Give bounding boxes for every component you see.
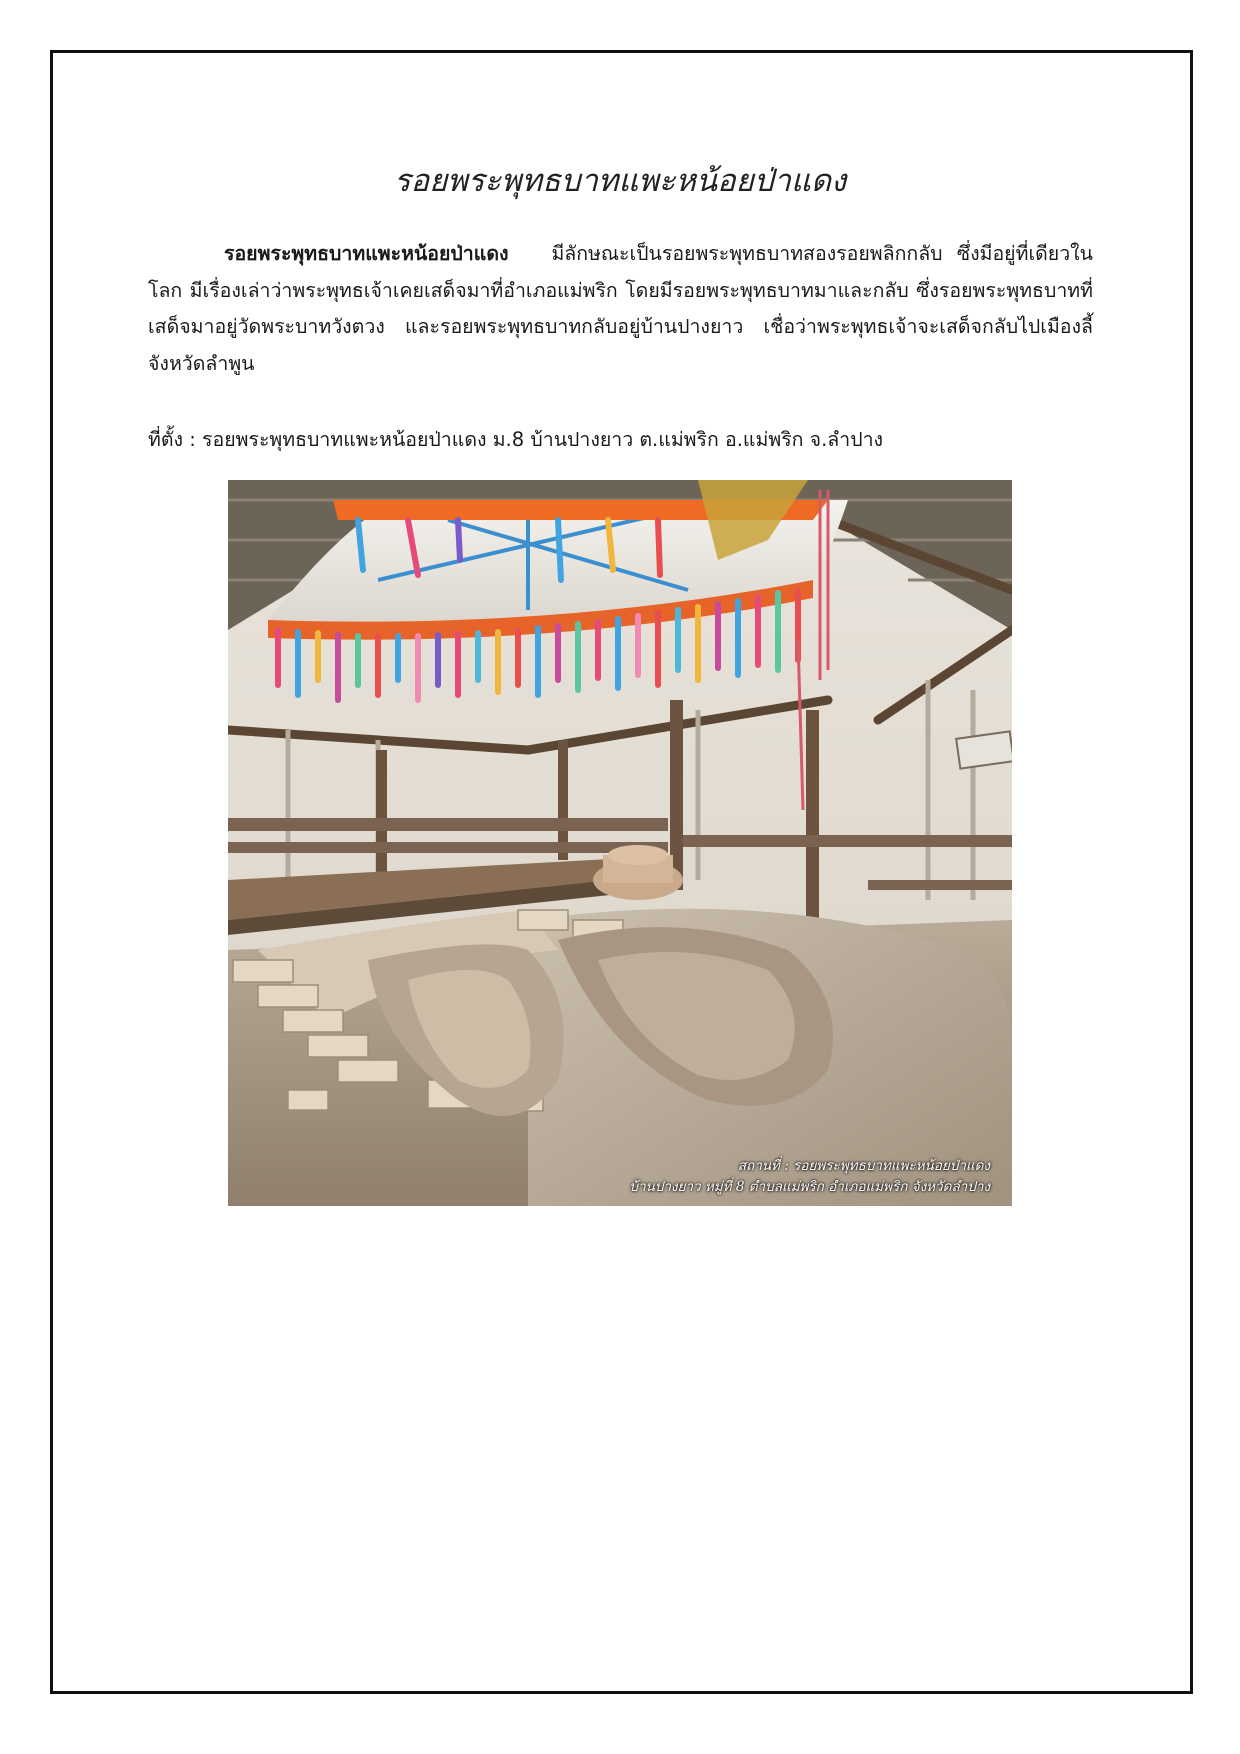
- photo-caption: [629, 1156, 990, 1198]
- photo-caption-line1: สถานที่ : รอยพระพุทธบาทแพะหน้อยป่าแดง: [737, 1158, 990, 1174]
- body-paragraph: [148, 236, 1093, 382]
- location-line: ที่ตั้ง : รอยพระพุทธบาทแพะหน้อยป่าแดง ม.8 บ้านปางยาว ต.แม่พริก อ.แม่พริก จ.ลำปาง: [148, 428, 884, 451]
- shrine-photo: [228, 480, 1012, 1206]
- document-title: รอยพระพุทธบาทแพะหน้อยป่าแดง: [393, 163, 847, 199]
- photo-caption-line2: บ้านปางยาว หมู่ที่ 8 ตำบลแม่พริก อำเภอแม่พริก จังหวัดลำปาง: [629, 1179, 990, 1195]
- body-lead-bold: รอยพระพุทธบาทแพะหน้อยป่าแดง: [224, 242, 509, 265]
- body-text: มีลักษณะเป็นรอยพระพุทธบาทสองรอยพลิกกลับ ซึ่งมีอยู่ที่เดียวในโลก มีเรื่องเล่าว่าพระพุทธเจ้าเคยเสด็จมาที่อำเภอแม่พริก โดยมีรอยพระพุทธบาทมาและกลับ ซึ่งรอยพระพุทธบาทที่เสด็จมาอยู่วัดพระบาทวังตวง และรอยพระพุทธบาทกลับอยู่บ้านปางยาว เชื่อว่าพระพุทธเจ้าจะเสด็จกลับไปเมืองลี้ จังหวัดลำพูน: [148, 242, 1093, 375]
- shrine-photo-illustration: [228, 480, 1012, 1206]
